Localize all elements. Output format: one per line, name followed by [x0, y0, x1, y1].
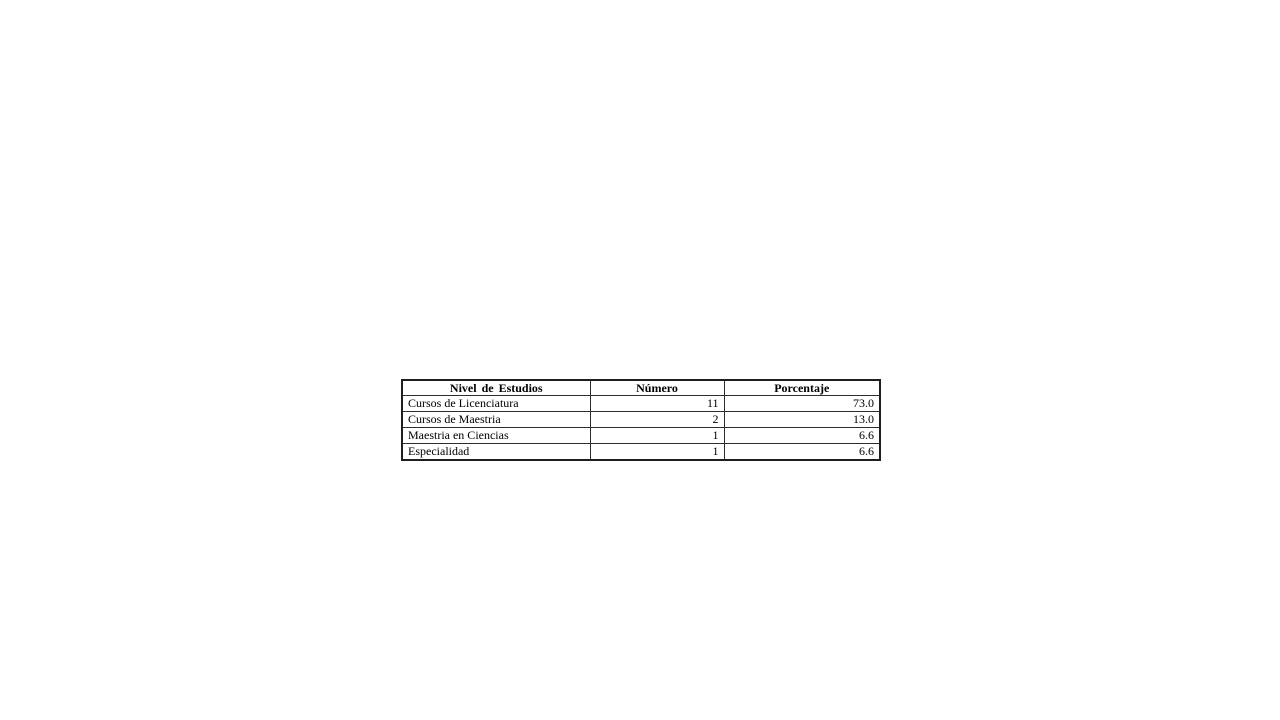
cell-nivel: Cursos de Maestria [402, 412, 590, 428]
header-porcentaje: Porcentaje [724, 380, 880, 396]
cell-nivel: Maestria en Ciencias [402, 428, 590, 444]
table-row [402, 444, 880, 461]
estudios-table [401, 379, 881, 461]
cell-numero: 2 [590, 412, 724, 428]
cell-numero: 1 [590, 428, 724, 444]
cell-nivel: Cursos de Licenciatura [402, 396, 590, 412]
table-row [402, 412, 880, 428]
cell-porcentaje: 6.6 [724, 444, 880, 461]
header-numero: Número [590, 380, 724, 396]
cell-numero: 11 [590, 396, 724, 412]
cell-porcentaje: 6.6 [724, 428, 880, 444]
cell-nivel: Especialidad [402, 444, 590, 461]
table-row [402, 428, 880, 444]
table-header-row [402, 380, 880, 396]
header-nivel-de-estudios: Nivel de Estudios [402, 380, 590, 396]
table-row [402, 396, 880, 412]
cell-porcentaje: 13.0 [724, 412, 880, 428]
cell-porcentaje: 73.0 [724, 396, 880, 412]
cell-numero: 1 [590, 444, 724, 461]
